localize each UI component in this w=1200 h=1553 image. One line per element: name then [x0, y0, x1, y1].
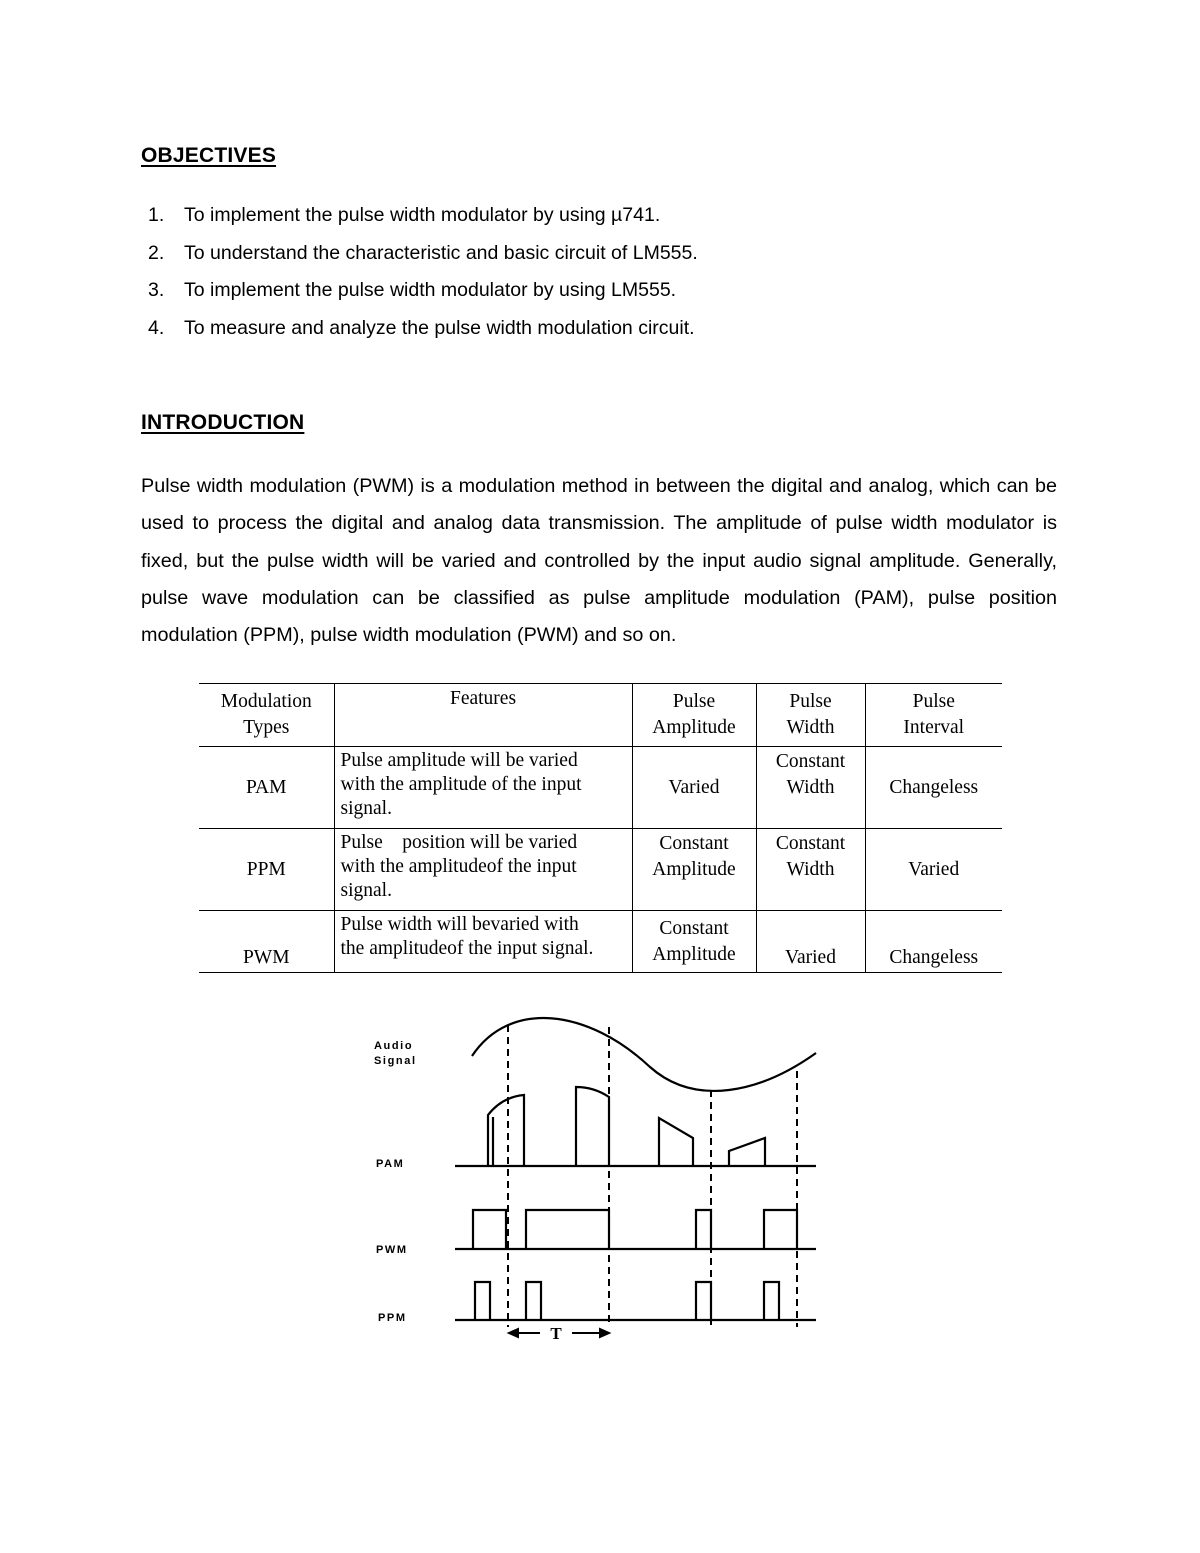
period-label: T	[550, 1324, 562, 1343]
cell-type: PPM	[199, 829, 334, 911]
introduction-heading: INTRODUCTION	[141, 411, 305, 434]
modulation-types-table	[199, 683, 1002, 973]
cell-amplitude: Varied	[632, 747, 756, 829]
objective-text: To implement the pulse width modulator by using LM555.	[184, 279, 677, 301]
cell-features: Pulse amplitude will be varied with the amplitude of the input signal.	[334, 747, 632, 829]
cell-features: Pulse width will bevaried with the amplitudeof the input signal.	[334, 911, 632, 973]
list-item	[141, 275, 698, 313]
audio-signal-label: Audio	[374, 1040, 414, 1052]
pwm-waveform	[455, 1210, 816, 1249]
cell-type: PAM	[199, 747, 334, 829]
table-row	[199, 829, 1002, 911]
objective-text: To understand the characteristic and basic circuit of LM555.	[184, 241, 698, 264]
audio-signal-waveform	[472, 1018, 816, 1091]
cell-width: Constant Width	[756, 747, 865, 829]
objective-text: To implement the pulse width modulator by using µ741.	[184, 204, 661, 226]
table-row	[199, 911, 1002, 973]
pwm-label: PWM	[376, 1244, 408, 1256]
cell-features: Pulse position will be varied with the amplitudeof the input signal.	[334, 829, 632, 911]
list-item	[141, 238, 698, 276]
cell-width: Constant Width	[756, 829, 865, 911]
list-item	[141, 313, 698, 351]
list-item	[141, 200, 698, 238]
ppm-label: PPM	[378, 1312, 407, 1324]
cell-amplitude: Constant Amplitude	[632, 911, 756, 973]
list-number: 1.	[148, 204, 165, 226]
list-number: 3.	[148, 279, 165, 301]
cell-width: Varied	[756, 911, 865, 973]
cell-amplitude: Constant Amplitude	[632, 829, 756, 911]
objective-text: To measure and analyze the pulse width modulation circuit.	[184, 316, 695, 339]
cell-type: PWM	[199, 911, 334, 973]
cell-interval: Varied	[865, 829, 1002, 911]
introduction-paragraph: Pulse width modulation (PWM) is a modulation method in between the digital and analog, which can be used to process the digital and analog data transmission. The amplitude of pulse width modulator is fixed, but the pulse width will be varied and controlled by the input audio signal amplitude. Generally, pulse wave modulation can be classified as pulse amplitude modulation (PAM), pulse position modulation (PPM), pulse width modulation (PWM) and so on.	[141, 475, 1057, 647]
list-number: 4.	[148, 316, 165, 339]
table-row	[199, 747, 1002, 829]
header-modulation-types: Modulation Types	[199, 684, 334, 747]
objectives-heading: OBJECTIVES	[141, 144, 277, 167]
cell-interval: Changeless	[865, 911, 1002, 973]
pam-label: PAM	[376, 1158, 405, 1170]
header-pulse-interval: Pulse Interval	[865, 684, 1002, 747]
ppm-waveform	[455, 1282, 816, 1320]
audio-signal-label: Signal	[374, 1055, 417, 1067]
header-pulse-amplitude: Pulse Amplitude	[632, 684, 756, 747]
table-header-row	[199, 684, 1002, 747]
header-features: Features	[334, 684, 632, 747]
pam-waveform	[455, 1087, 816, 1166]
header-pulse-width: Pulse Width	[756, 684, 865, 747]
pulse-modulation-waveform-diagram	[350, 1005, 830, 1350]
objectives-list	[141, 200, 698, 350]
list-number: 2.	[148, 241, 165, 264]
cell-interval: Changeless	[865, 747, 1002, 829]
